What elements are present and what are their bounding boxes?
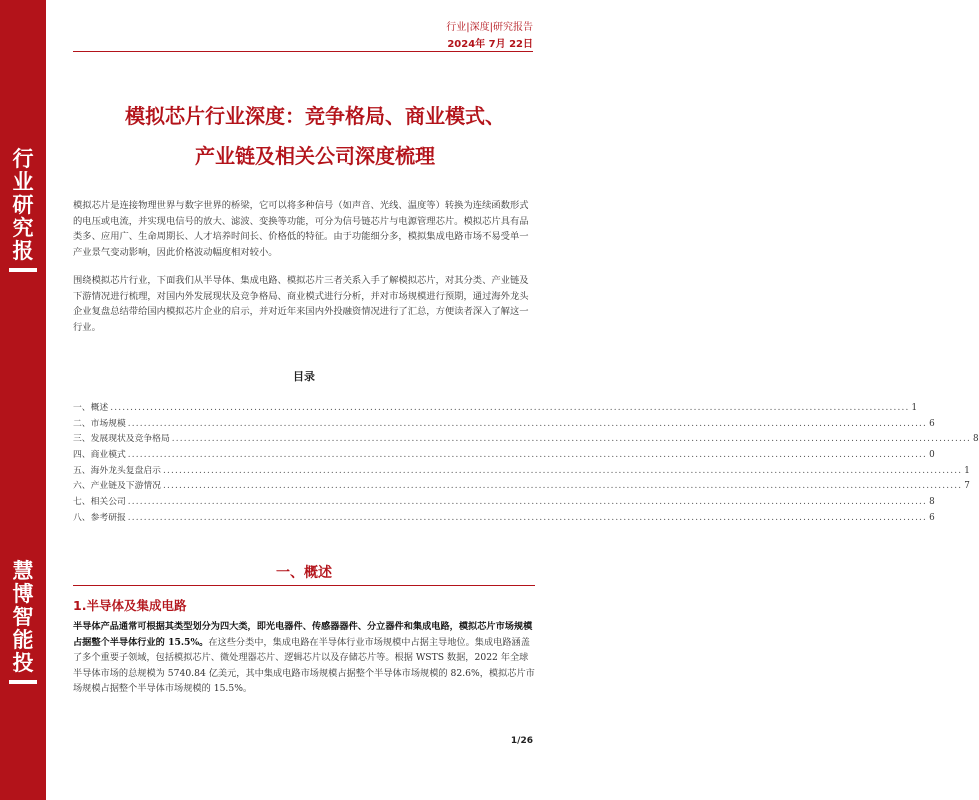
- toc-leader: ........................................................................................................................................................................................................: [127, 418, 928, 429]
- header-date: 2024年 7月 22日: [447, 39, 533, 50]
- toc-item[interactable]: 八、参考研报 ........................................................................................................................................................................................................ 6: [73, 512, 935, 523]
- toc-item[interactable]: 七、相关公司 ........................................................................................................................................................................................................ 8: [73, 497, 935, 508]
- toc-item[interactable]: 四、商业模式 ........................................................................................................................................................................................................ 0: [73, 450, 935, 461]
- sidebar-band: [0, 0, 46, 800]
- page-number: 1/26: [510, 736, 533, 746]
- section-body: [73, 619, 535, 697]
- header-category: 行业|深度|研究报告: [446, 22, 533, 33]
- toc-leader: ........................................................................................................................................................................................................: [110, 403, 910, 413]
- sidebar-top-label: 行 业 研 究 报: [12, 147, 34, 263]
- toc-leader: ........................................................................................................................................................................................................: [162, 465, 963, 476]
- toc-item[interactable]: 二、市场规模 ........................................................................................................................................................................................................ 6: [73, 418, 935, 429]
- intro-paragraph-1: 模拟芯片是连接物理世界与数字世界的桥梁，它可以将多种信号（如声音、光线、温度等）转换为连续函数形式的电压或电流，并实现电信号的放大、滤波、变换等功能，可分为信号链芯片与电源管理芯片。模拟芯片具有品类多、应用广、生命周期长、人才培养时间长、价格低的特征。由于功能细分多，模拟集成电路市场不易受单一产业景气变动影响，因此价格波动幅度相对较小。: [73, 200, 529, 258]
- toc-list: [73, 400, 979, 526]
- toc-item[interactable]: 三、发展现状及竞争格局 ........................................................................................................................................................................................................ 8: [73, 434, 979, 445]
- toc-leader: ........................................................................................................................................................................................................: [127, 450, 928, 461]
- toc-leader: ........................................................................................................................................................................................................: [127, 497, 928, 508]
- sidebar-divider-top: [9, 268, 37, 272]
- toc-item[interactable]: 一、概述 ........................................................................................................................................................................................................ 1: [73, 403, 918, 413]
- section-rule: [73, 585, 535, 586]
- report-title-line2: 产业链及相关公司深度梳理: [195, 144, 435, 168]
- section-body-text: 在这些分类中，集成电路在半导体行业市场规模中占据主导地位。集成电路涵盖了多个重要子领域，包括模拟芯片、微处理器芯片、逻辑芯片以及存储芯片等。根据 WSTS 数据，2022 年全球半导体市场的总规模为 5740.84 亿美元，其中集成电路市场规模占据整个半导体市场规模的 82.6%，模拟芯片市场规模占据整个半导体市场规模的 15.5%。: [73, 636, 535, 695]
- sidebar-divider-bottom: [9, 680, 37, 684]
- report-title-line1: 模拟芯片行业深度：竞争格局、商业模式、: [125, 104, 505, 128]
- sidebar-bottom-label: 慧 博 智 能 投: [12, 559, 34, 675]
- toc-leader: ........................................................................................................................................................................................................: [171, 434, 972, 445]
- toc-item[interactable]: 五、海外龙头复盘启示 ........................................................................................................................................................................................................ 1: [73, 465, 970, 476]
- header-rule: [73, 51, 533, 52]
- section-title: 一、概述: [276, 565, 332, 581]
- toc-leader: ........................................................................................................................................................................................................: [162, 481, 963, 492]
- section-body-lead: 半导体产品通常可根据其类型划分为四大类，即光电器件、传感器器件、分立器件和集成电路，模拟芯片市场规模占据整个半导体行业的 15.5%。: [73, 621, 533, 648]
- intro-paragraph-2: 围绕模拟芯片行业，下面我们从半导体、集成电路、模拟芯片三者关系入手了解模拟芯片，对其分类、产业链及下游情况进行梳理，对国内外发展现状及竞争格局、商业模式进行分析，并对市场规模进行预期，通过海外龙头企业复盘总结带给国内模拟芯片企业的启示，并对近年来国内外投融资情况进行了汇总，方便读者深入了解这一行业。: [73, 275, 529, 333]
- toc-leader: ........................................................................................................................................................................................................: [127, 512, 928, 523]
- toc-title: 目录: [293, 370, 315, 383]
- subsection-title: 1.半导体及集成电路: [73, 598, 187, 613]
- toc-item[interactable]: 六、产业链及下游情况 ........................................................................................................................................................................................................ 7: [73, 481, 970, 492]
